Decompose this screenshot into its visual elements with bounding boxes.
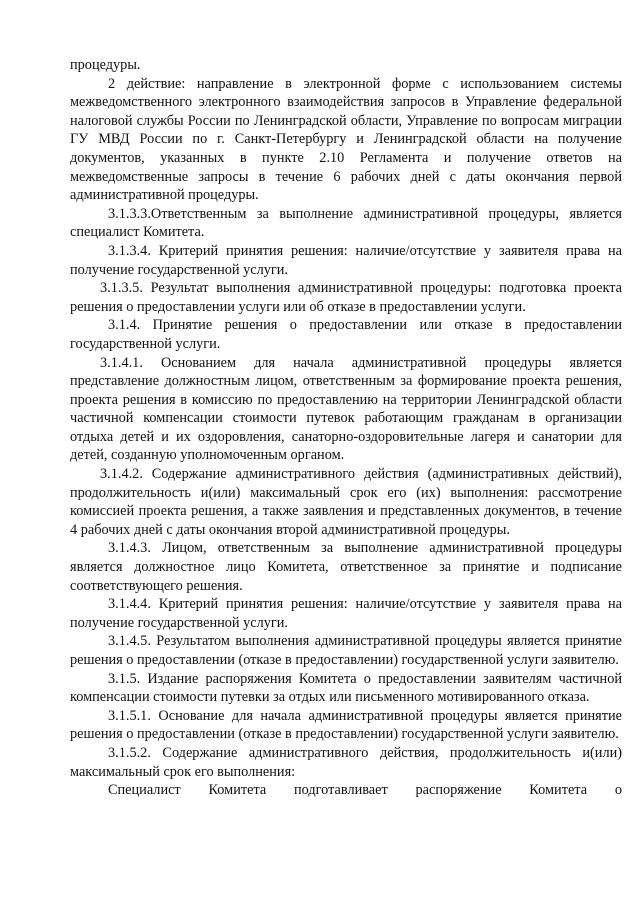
paragraph-3-1-5-2: 3.1.5.2. Содержание административного действия, продолжительность и(или) максимальный срок его выполнения: — [70, 744, 622, 780]
paragraph-action-2: 2 действие: направление в электронной форме с использованием системы межведомственного электронного взаимодействия запросов в Управление федеральной налоговой службы России по Ленинградской области, Управление по вопросам миграции ГУ МВД России по г. Санкт-Петербургу и Ленинградской области на получение документов, указанных в пункте 2.10 Регламента и получение ответов на межведомственные запросы в течение 6 рабочих дней с даты окончания первой административной процедуры. — [70, 75, 622, 204]
paragraph-3-1-4-3: 3.1.4.3. Лицом, ответственным за выполнение административной процедуры является должностное лицо Комитета, ответственное за принятие и подписание соответствующего решения. — [70, 540, 622, 594]
paragraph-3-1-3-5: 3.1.3.5. Результат выполнения административной процедуры: подготовка проекта решения о предоставлении услуги или об отказе в предоставлении услуги. — [70, 280, 622, 315]
paragraph-3-1-4-4: 3.1.4.4. Критерий принятия решения: наличие/отсутствие у заявителя права на получение государственной услуги. — [70, 596, 622, 631]
paragraph-3-1-3-4: 3.1.3.4. Критерий принятия решения: наличие/отсутствие у заявителя права на получение государственной услуги. — [70, 242, 622, 278]
paragraph-3-1-4-2: 3.1.4.2. Содержание административного действия (административных действий), продолжительность и(или) максимальный срок его (их) выполнения: рассмотрение комиссией проекта решения, а также заявления и представленных документов, в течение 4 рабочих дней с даты окончания второй административной процедуры. — [70, 466, 622, 538]
document-body — [70, 56, 622, 800]
paragraph-3-1-5: 3.1.5. Издание распоряжения Комитета о предоставлении заявителям частичной компенсации стоимости путевки за отдых или письменного мотивированного отказа. — [70, 670, 622, 706]
paragraph-continuation: процедуры. — [70, 57, 141, 73]
paragraph-specialist: Специалист Комитета подготавливает распоряжение Комитета о — [108, 782, 622, 799]
paragraph-3-1-5-1: 3.1.5.1. Основание для начала административной процедуры является принятие решения о предоставлении (отказе в предоставлении) государственной услуги заявителю. — [70, 707, 622, 743]
paragraph-3-1-4-1: 3.1.4.1. Основанием для начала административной процедуры является представление должностным лицом, ответственным за формирование проекта решения, проекта решения в комиссию по предоставлению на территории Ленинградской области частичной компенсации стоимости путевок работающим гражданам в организации отдыха детей и их оздоровления, санаторно-оздоровительные лагеря и санатории для детей, созданную уполномоченным органом. — [70, 354, 622, 464]
paragraph-3-1-4-5: 3.1.4.5. Результатом выполнения административной процедуры является принятие решения о предоставлении (отказе в предоставлении) государственной услуги заявителю. — [70, 633, 622, 668]
paragraph-3-1-4: 3.1.4. Принятие решения о предоставлении или отказе в предоставлении государственной услуги. — [70, 317, 622, 352]
paragraph-3-1-3-3: 3.1.3.3.Ответственным за выполнение административной процедуры, является специалист Комитета. — [70, 205, 622, 241]
